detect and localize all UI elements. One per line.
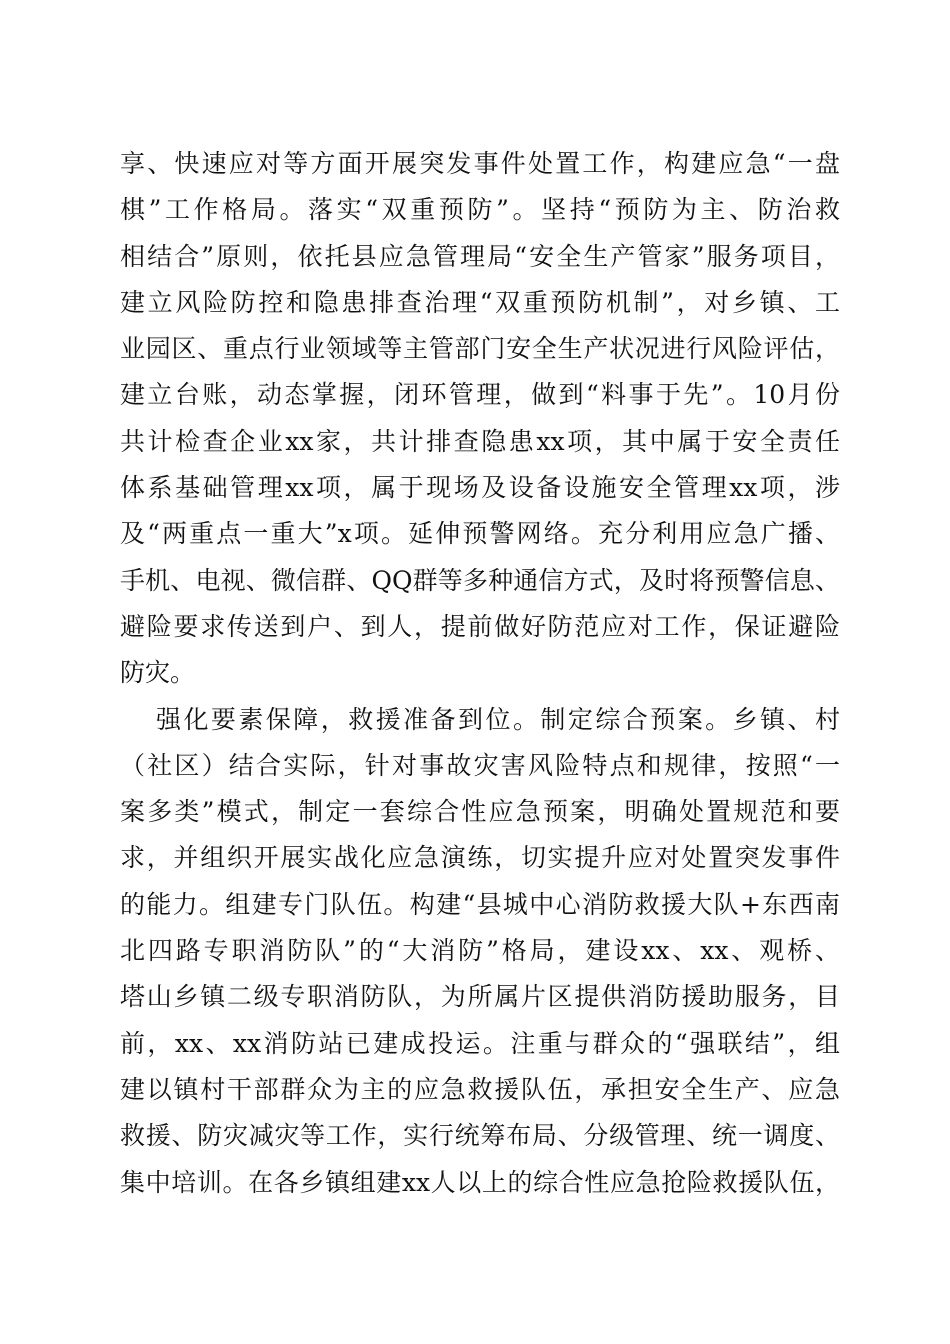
paragraph-line: 共计检查企业xx家，共计排查隐患xx项，其中属于安全责任 [120, 426, 840, 456]
paragraph-line: 塔山乡镇二级专职消防队，为所属片区提供消防援助服务，目 [120, 982, 840, 1012]
paragraph-2 [120, 697, 840, 1206]
paragraph-line: 防灾。 [120, 658, 196, 688]
paragraph-line: 体系基础管理xx项，属于现场及设备设施安全管理xx项，涉 [120, 473, 840, 503]
paragraph-1 [120, 141, 840, 697]
paragraph-line: 手机、电视、微信群、QQ群等多种通信方式，及时将预警信息、 [120, 565, 840, 595]
paragraph-line: 享、快速应对等方面开展突发事件处置工作，构建应急“一盘 [120, 149, 840, 178]
document-body [120, 141, 840, 1206]
paragraph-line: 案多类”模式，制定一套综合性应急预案，明确处置规范和要 [120, 797, 840, 827]
paragraph-line: 求，并组织开展实战化应急演练，切实提升应对处置突发事件 [120, 843, 840, 873]
paragraph-line: 避险要求传送到户、到人，提前做好防范应对工作，保证避险 [120, 611, 840, 641]
paragraph-line: 棋”工作格局。落实“双重预防”。坚持“预防为主、防治救 [120, 195, 840, 225]
paragraph-line: 建立风险防控和隐患排查治理“双重预防机制”，对乡镇、工 [120, 287, 840, 317]
paragraph-line: 及“两重点一重大”x项。延伸预警网络。充分利用应急广播、 [120, 519, 840, 549]
paragraph-line: （社区）结合实际，针对事故灾害风险特点和规律，按照“一 [120, 750, 840, 780]
paragraph-line: 的能力。组建专门队伍。构建“县城中心消防救援大队+东西南 [120, 889, 840, 919]
paragraph-line: 救援、防灾减灾等工作，实行统筹布局、分级管理、统一调度、 [120, 1121, 840, 1151]
paragraph-line: 建以镇村干部群众为主的应急救援队伍，承担安全生产、应急 [120, 1074, 840, 1104]
paragraph-line: 前，xx、xx消防站已建成投运。注重与群众的“强联结”，组 [120, 1028, 840, 1058]
paragraph-line: 北四路专职消防队”的“大消防”格局，建设xx、xx、观桥、 [120, 936, 840, 966]
paragraph-line: 相结合”原则，依托县应急管理局“安全生产管家”服务项目， [120, 241, 840, 271]
paragraph-line: 集中培训。在各乡镇组建xx人以上的综合性应急抢险救援队伍， [120, 1167, 840, 1197]
paragraph-line: 业园区、重点行业领域等主管部门安全生产状况进行风险评估， [120, 334, 840, 364]
paragraph-line: 强化要素保障，救援准备到位。制定综合预案。乡镇、村 [156, 704, 840, 734]
paragraph-line: 建立台账，动态掌握，闭环管理，做到“料事于先”。10月份 [120, 380, 840, 410]
